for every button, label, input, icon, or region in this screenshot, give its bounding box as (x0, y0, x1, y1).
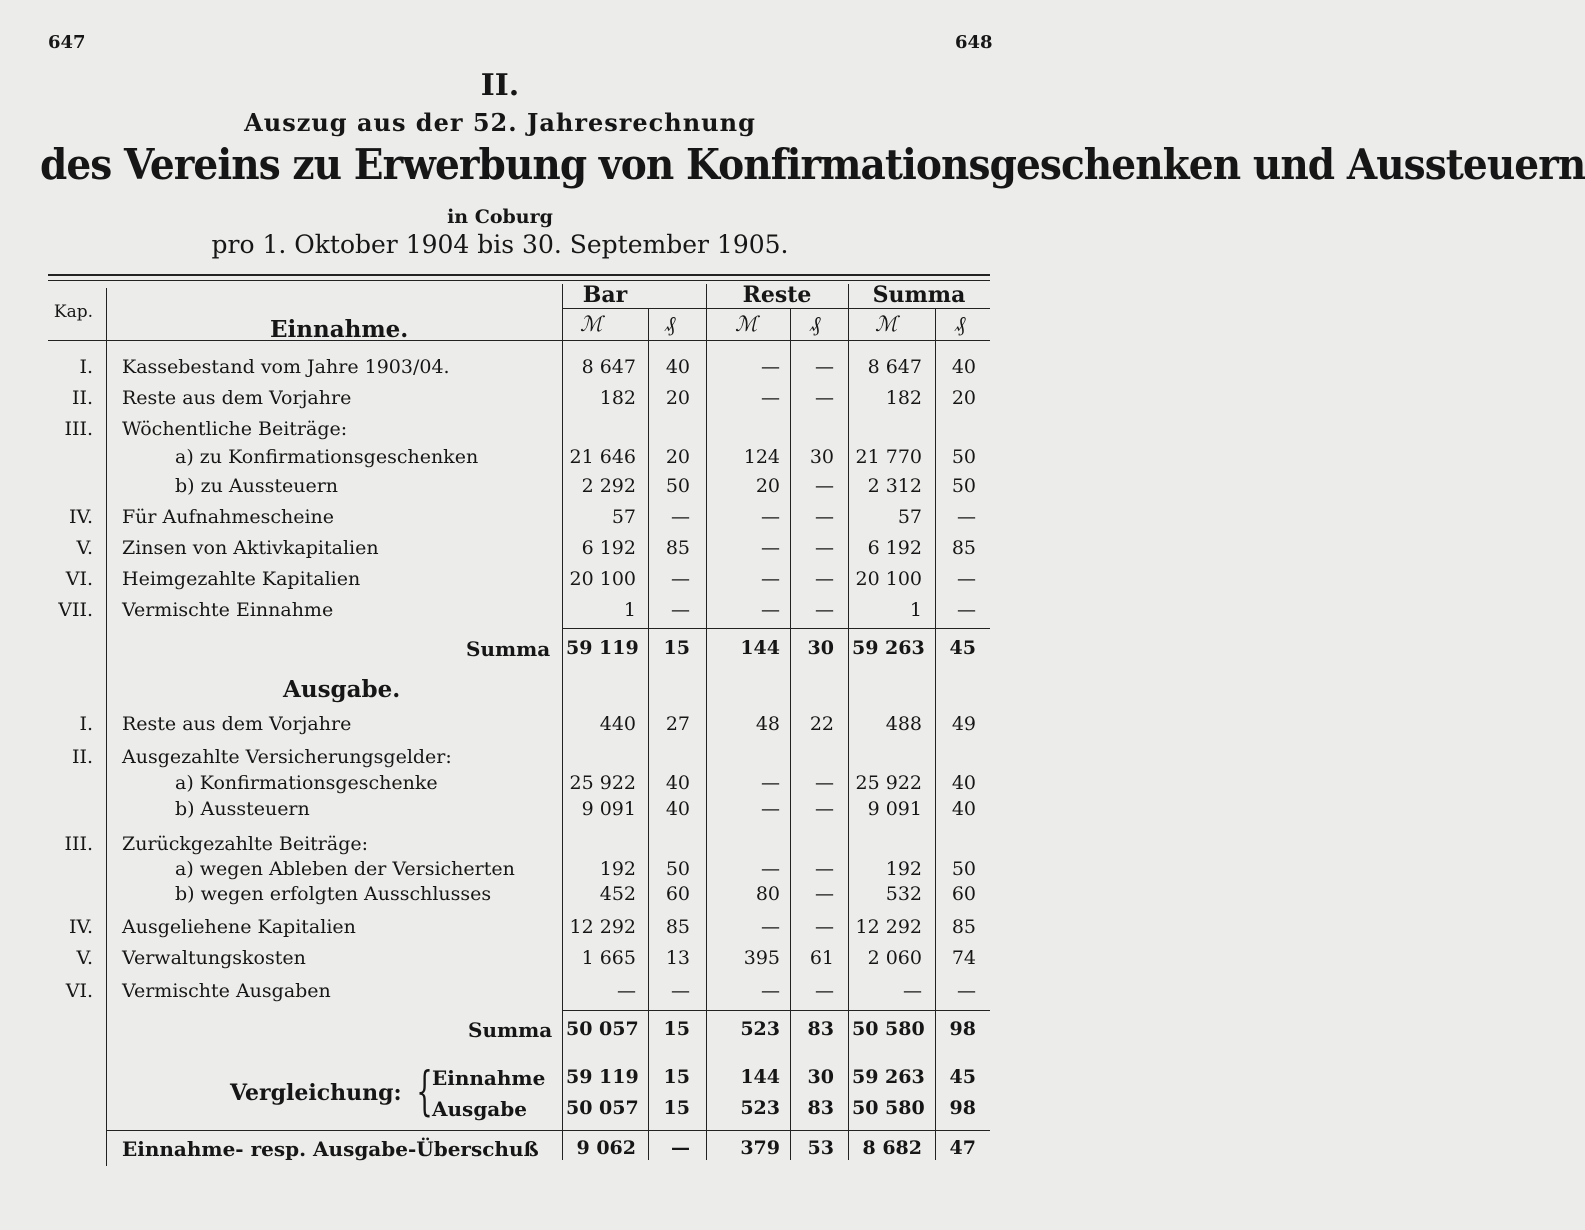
ausgabe-row-8-col-3: — (761, 916, 780, 938)
ausgabe-row-7-col-4: — (815, 883, 834, 905)
col-group-reste: Reste (742, 282, 812, 308)
ausgabe-row-7-col-3: 80 (755, 883, 780, 905)
einnahme-row-1-col-5: 8 647 (867, 356, 922, 378)
einnahme-row-5-col-1: 2 292 (581, 475, 636, 497)
einnahme-row-6-col-1: 57 (611, 506, 636, 528)
reste-left-line (706, 284, 707, 1160)
ausgabe-summa-col-5: 50 580 (852, 1018, 925, 1040)
einnahme-label: Vermischte Einnahme (122, 599, 334, 621)
ausgabe-row-1-col-2: 27 (665, 713, 690, 735)
heading-main: des Vereins zu Erwerbung von Konfirmationsgeschenken und Aussteuern (40, 140, 1585, 189)
einnahme-row-9-col-2: — (671, 599, 690, 621)
vergleichung-row-2-col-4: 83 (807, 1097, 834, 1119)
ausgabe-label: Zurückgezahlte Beiträge: (122, 833, 369, 855)
einnahme-summa-col-4: 30 (807, 637, 834, 659)
einnahme-row-6-col-4: — (815, 506, 834, 528)
einnahme-row-4-col-1: 21 646 (569, 446, 636, 468)
ausgabe-summa-label: Summa (468, 1018, 553, 1042)
ausgabe-row-7-col-6: 60 (951, 883, 976, 905)
brace-icon: { (416, 1062, 433, 1122)
ausgabe-row-6-col-2: 50 (665, 858, 690, 880)
einnahme-row-4-col-2: 20 (665, 446, 690, 468)
ueberschuss-col-2: — (671, 1137, 690, 1159)
einnahme-row-1-col-3: — (761, 356, 780, 378)
vergleichung-row-2-col-3: 523 (740, 1097, 780, 1119)
heading-period: pro 1. Oktober 1904 bis 30. September 1905. (211, 230, 789, 259)
ueberschuss-col-1: 9 062 (576, 1137, 636, 1159)
vergleichung-row-label: Ausgabe (432, 1097, 527, 1121)
ausgabe-label: Reste aus dem Vorjahre (122, 713, 352, 735)
ausgabe-label: Verwaltungskosten (122, 947, 306, 969)
einnahme-row-2-col-1: 182 (599, 387, 636, 409)
ausgabe-row-4-col-2: 40 (665, 798, 690, 820)
einnahme-row-1-col-2: 40 (665, 356, 690, 378)
einnahme-row-7-col-2: 85 (665, 537, 690, 559)
ausgabe-row-6-col-6: 50 (951, 858, 976, 880)
ausgabe-row-4-col-5: 9 091 (867, 798, 922, 820)
vergleichung-row-2-col-1: 50 057 (566, 1097, 639, 1119)
ausgabe-row-1-col-6: 49 (951, 713, 976, 735)
ausgabe-row-9-col-3: 395 (743, 947, 780, 969)
ausgabe-row-10-col-2: — (671, 980, 690, 1002)
einnahme-row-1-col-6: 40 (951, 356, 976, 378)
einnahme-row-8-col-5: 20 100 (855, 568, 922, 590)
ausgabe-row-10-col-3: — (761, 980, 780, 1002)
ausgabe-summa-col-2: 15 (663, 1018, 690, 1040)
einnahme-row-7-col-4: — (815, 537, 834, 559)
ausgabe-kap: III. (64, 833, 93, 855)
summa-left-line (848, 284, 849, 1160)
ausgabe-row-8-col-6: 85 (951, 916, 976, 938)
einnahme-kap: VII. (58, 599, 93, 621)
bar-left-line (562, 284, 563, 1160)
ausgabe-row-8-col-5: 12 292 (855, 916, 922, 938)
einnahme-row-2-col-2: 20 (665, 387, 690, 409)
ausgabe-label: a) Konfirmationsgeschenke (175, 772, 438, 794)
ausgabe-row-1-col-4: 22 (809, 713, 834, 735)
ausgabe-summa-col-3: 523 (740, 1018, 780, 1040)
einnahme-kap: IV. (69, 506, 93, 528)
einnahme-row-9-col-1: 1 (623, 599, 636, 621)
ausgabe-row-1-col-3: 48 (755, 713, 780, 735)
ausgabe-label: Ausgeliehene Kapitalien (122, 916, 356, 938)
ausgabe-label: Vermischte Ausgaben (122, 980, 331, 1002)
ausgabe-row-3-col-4: — (815, 772, 834, 794)
einnahme-row-1-col-4: — (815, 356, 834, 378)
vergleichung-label: Vergleichung: (230, 1080, 402, 1106)
einnahme-row-8-col-2: — (671, 568, 690, 590)
page-number-right: 648 (955, 32, 993, 53)
ueberschuss-col-4: 53 (807, 1137, 834, 1159)
ueberschuss-label: Einnahme- resp. Ausgabe-Überschuß (122, 1137, 539, 1161)
einnahme-summa-col-3: 144 (740, 637, 780, 659)
ueberschuss-col-5: 8 682 (862, 1137, 922, 1159)
einnahme-row-5-col-4: — (815, 475, 834, 497)
einnahme-label: b) zu Aussteuern (175, 475, 339, 497)
einnahme-row-2-col-3: — (761, 387, 780, 409)
ausgabe-kap: II. (71, 746, 93, 768)
einnahme-summa-col-6: 45 (949, 637, 976, 659)
page-number-left: 647 (48, 32, 86, 53)
ausgabe-row-9-col-2: 13 (665, 947, 690, 969)
einnahme-summa-col-5: 59 263 (852, 637, 925, 659)
einnahme-summa-col-1: 59 119 (566, 637, 639, 659)
ausgabe-row-10-col-4: — (815, 980, 834, 1002)
einnahme-label: Zinsen von Aktivkapitalien (122, 537, 379, 559)
einnahme-row-8-col-1: 20 100 (569, 568, 636, 590)
ausgabe-label: b) wegen erfolgten Ausschlusses (175, 883, 492, 905)
sum-rule (106, 1130, 990, 1131)
einnahme-row-5-col-5: 2 312 (867, 475, 922, 497)
vergleichung-row-2-col-6: 98 (949, 1097, 976, 1119)
unit-mark-1: ℳ (580, 312, 603, 336)
ausgabe-row-8-col-1: 12 292 (569, 916, 636, 938)
section-numeral: II. (480, 68, 520, 103)
einnahme-row-6-col-2: — (671, 506, 690, 528)
header-bottom-rule (48, 340, 990, 341)
ausgabe-row-6-col-1: 192 (599, 858, 636, 880)
ausgabe-row-6-col-4: — (815, 858, 834, 880)
einnahme-row-7-col-5: 6 192 (867, 537, 922, 559)
unit-mark-2: ℳ (735, 312, 758, 336)
vergleichung-row-1-col-3: 144 (740, 1066, 780, 1088)
unit-pf-3: ₰ (955, 312, 966, 336)
ueberschuss-col-6: 47 (949, 1137, 976, 1159)
einnahme-row-5-col-2: 50 (665, 475, 690, 497)
einnahme-label: a) zu Konfirmationsgeschenken (175, 446, 479, 468)
top-rule (48, 274, 990, 276)
ausgabe-kap: I. (79, 713, 93, 735)
ausgabe-title: Ausgabe. (283, 676, 401, 703)
ausgabe-row-8-col-2: 85 (665, 916, 690, 938)
summa-split-line (935, 308, 936, 1160)
einnahme-kap: VI. (65, 568, 93, 590)
einnahme-row-8-col-6: — (957, 568, 976, 590)
einnahme-row-6-col-6: — (957, 506, 976, 528)
einnahme-summa-col-2: 15 (663, 637, 690, 659)
ausgabe-row-3-col-2: 40 (665, 772, 690, 794)
einnahme-row-9-col-3: — (761, 599, 780, 621)
reste-split-line (790, 308, 791, 1160)
einnahme-row-2-col-5: 182 (885, 387, 922, 409)
einnahme-row-9-col-4: — (815, 599, 834, 621)
vergleichung-row-1-col-2: 15 (663, 1066, 690, 1088)
ausgabe-row-10-col-6: — (957, 980, 976, 1002)
einnahme-row-4-col-4: 30 (809, 446, 834, 468)
einnahme-label: Reste aus dem Vorjahre (122, 387, 352, 409)
einnahme-row-7-col-1: 6 192 (581, 537, 636, 559)
einnahme-label: Kassebestand vom Jahre 1903/04. (122, 356, 450, 378)
top-rule-thin (48, 280, 990, 281)
einnahme-row-7-col-3: — (761, 537, 780, 559)
sum-rule (562, 628, 990, 629)
einnahme-title: Einnahme. (270, 316, 409, 343)
vergleichung-row-1-col-6: 45 (949, 1066, 976, 1088)
einnahme-row-5-col-3: 20 (755, 475, 780, 497)
einnahme-row-6-col-3: — (761, 506, 780, 528)
heading-location: in Coburg (447, 206, 553, 228)
header-sub-rule (562, 308, 990, 309)
ausgabe-row-7-col-5: 532 (885, 883, 922, 905)
einnahme-row-9-col-5: 1 (909, 599, 922, 621)
ausgabe-row-7-col-2: 60 (665, 883, 690, 905)
ausgabe-row-3-col-3: — (761, 772, 780, 794)
vergleichung-row-2-col-5: 50 580 (852, 1097, 925, 1119)
einnahme-kap: I. (79, 356, 93, 378)
ausgabe-row-8-col-4: — (815, 916, 834, 938)
heading-line-1: Auszug aus der 52. Jahresrechnung (244, 108, 756, 137)
sum-rule (562, 1010, 990, 1011)
kap-column-line (106, 288, 107, 1166)
einnahme-row-2-col-6: 20 (951, 387, 976, 409)
einnahme-row-2-col-4: — (815, 387, 834, 409)
ausgabe-row-6-col-3: — (761, 858, 780, 880)
einnahme-kap: III. (64, 418, 93, 440)
einnahme-row-4-col-5: 21 770 (855, 446, 922, 468)
ausgabe-row-4-col-1: 9 091 (581, 798, 636, 820)
einnahme-label: Für Aufnahmescheine (122, 506, 335, 528)
ausgabe-summa-col-4: 83 (807, 1018, 834, 1040)
bar-split-line (648, 308, 649, 1160)
ausgabe-row-1-col-1: 440 (599, 713, 636, 735)
einnahme-row-4-col-3: 124 (743, 446, 780, 468)
vergleichung-row-1-col-1: 59 119 (566, 1066, 639, 1088)
vergleichung-row-1-col-4: 30 (807, 1066, 834, 1088)
unit-mark-3: ℳ (875, 312, 898, 336)
ausgabe-row-3-col-1: 25 922 (569, 772, 636, 794)
vergleichung-row-2-col-2: 15 (663, 1097, 690, 1119)
ausgabe-row-3-col-5: 25 922 (855, 772, 922, 794)
einnahme-row-9-col-6: — (957, 599, 976, 621)
einnahme-row-5-col-6: 50 (951, 475, 976, 497)
einnahme-kap: II. (71, 387, 93, 409)
ausgabe-row-9-col-1: 1 665 (581, 947, 636, 969)
einnahme-row-6-col-5: 57 (897, 506, 922, 528)
einnahme-row-4-col-6: 50 (951, 446, 976, 468)
ausgabe-row-4-col-3: — (761, 798, 780, 820)
einnahme-row-7-col-6: 85 (951, 537, 976, 559)
ausgabe-row-6-col-5: 192 (885, 858, 922, 880)
ausgabe-label: a) wegen Ableben der Versicherten (175, 858, 515, 880)
einnahme-kap: V. (76, 537, 93, 559)
ausgabe-kap: V. (76, 947, 93, 969)
einnahme-row-8-col-4: — (815, 568, 834, 590)
unit-pf-1: ₰ (665, 312, 676, 336)
ausgabe-row-3-col-6: 40 (951, 772, 976, 794)
ausgabe-row-4-col-4: — (815, 798, 834, 820)
ausgabe-summa-col-1: 50 057 (566, 1018, 639, 1040)
einnahme-label: Heimgezahlte Kapitalien (122, 568, 361, 590)
einnahme-row-1-col-1: 8 647 (581, 356, 636, 378)
einnahme-summa-label: Summa (466, 637, 551, 661)
ausgabe-label: b) Aussteuern (175, 798, 310, 820)
ausgabe-row-9-col-5: 2 060 (867, 947, 922, 969)
unit-pf-2: ₰ (810, 312, 821, 336)
vergleichung-row-label: Einnahme (432, 1066, 546, 1090)
ausgabe-row-9-col-6: 74 (951, 947, 976, 969)
col-group-summa: Summa (872, 282, 966, 308)
ueberschuss-col-3: 379 (740, 1137, 780, 1159)
einnahme-row-8-col-3: — (761, 568, 780, 590)
ausgabe-row-7-col-1: 452 (599, 883, 636, 905)
ausgabe-row-1-col-5: 488 (885, 713, 922, 735)
ausgabe-row-10-col-5: — (903, 980, 922, 1002)
einnahme-label: Wöchentliche Beiträge: (122, 418, 348, 440)
ausgabe-summa-col-6: 98 (949, 1018, 976, 1040)
ausgabe-row-4-col-6: 40 (951, 798, 976, 820)
ausgabe-kap: IV. (69, 916, 93, 938)
col-group-bar: Bar (582, 282, 628, 308)
ausgabe-row-9-col-4: 61 (809, 947, 834, 969)
ausgabe-row-10-col-1: — (617, 980, 636, 1002)
ausgabe-label: Ausgezahlte Versicherungsgelder: (122, 746, 452, 768)
kap-header: Kap. (53, 302, 93, 322)
vergleichung-row-1-col-5: 59 263 (852, 1066, 925, 1088)
ausgabe-kap: VI. (65, 980, 93, 1002)
